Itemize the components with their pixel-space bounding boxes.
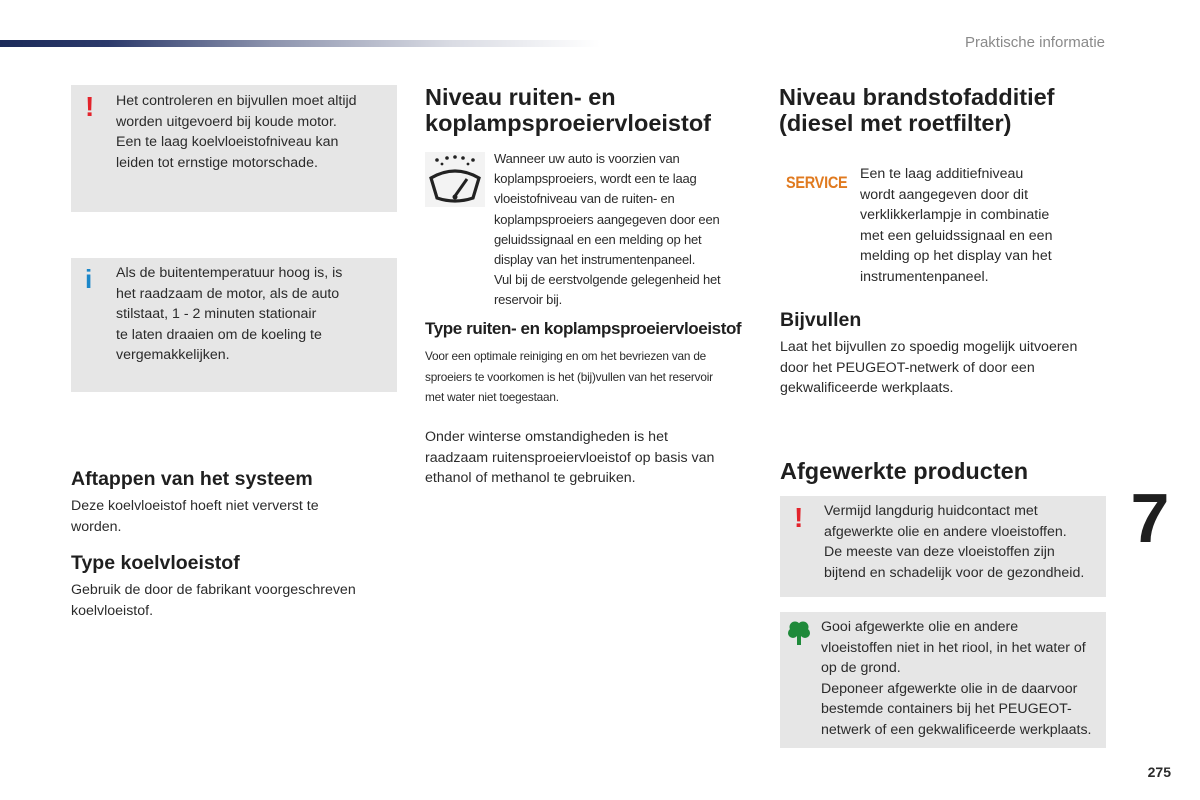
washer-section-title: koplampsproeiervloeistof <box>425 110 711 136</box>
winter-advice-line: raadzaam ruitensproeiervloeistof op basis van <box>425 449 715 466</box>
waste-warning-line: De meeste van deze vloeistoffen zijn <box>824 544 1055 560</box>
info-line: stilstaat, 1 - 2 minuten stationair <box>116 306 317 322</box>
waste-warning-box <box>780 496 1106 597</box>
washer-fluid-type-title: Type ruiten- en koplampsproeiervloeistof <box>425 319 742 338</box>
winter-advice-line: Onder winterse omstandigheden is het <box>425 429 668 445</box>
fuel-additive-title: (diesel met roetfilter) <box>779 110 1012 136</box>
running-header: Praktische informatie <box>964 34 1105 51</box>
fuel-additive-line: Een te laag additiefniveau <box>860 166 1024 182</box>
coolant-type-title: Type koelvloeistof <box>71 552 240 574</box>
page-number: 275 <box>1147 764 1171 780</box>
warning-exclamation-icon: ! <box>85 91 95 122</box>
washer-fluid-type-line: met water niet toegestaan. <box>425 390 559 404</box>
waste-warning-line: bijtend en schadelijk voor de gezondheid. <box>824 564 1085 581</box>
washer-fluid-type-line: Voor een optimale reiniging en om het bevriezen van de <box>425 349 707 363</box>
refill-line: gekwalificeerde werkplaats. <box>780 380 954 396</box>
washer-body-line: reservoir bij. <box>494 292 562 308</box>
chapter-number: 7 <box>1130 479 1170 557</box>
refill-line: door het PEUGEOT-netwerk of door een <box>780 359 1035 376</box>
warning-line: Een te laag koelvloeistofniveau kan <box>116 134 339 150</box>
environment-line: bestemde containers bij het PEUGEOT- <box>821 701 1072 717</box>
drain-line: worden. <box>71 518 122 535</box>
washer-body-line: koplampsproeiers, wordt een te laag <box>494 171 697 187</box>
winter-advice-line: ethanol of methanol te gebruiken. <box>425 470 636 486</box>
waste-warning-line: afgewerkte olie en andere vloeistoffen. <box>824 523 1067 540</box>
washer-fluid-type-line: sproeiers te voorkomen is het (bij)vullen van het reservoir <box>425 369 713 384</box>
warning-line: leiden tot ernstige motorschade. <box>116 154 318 171</box>
info-line: te laten draaien om de koeling te <box>116 326 322 343</box>
washer-body-line: Wanneer uw auto is voorzien van <box>494 151 680 166</box>
environment-line: netwerk of een gekwalificeerde werkplaats. <box>821 721 1092 738</box>
drain-line: Deze koelvloeistof hoeft niet ververst te <box>71 498 319 514</box>
environment-line: Gooi afgewerkte olie en andere <box>821 619 1019 635</box>
fuel-additive-line: melding op het display van het <box>860 248 1052 264</box>
fuel-additive-line: verklikkerlampje in combinatie <box>860 207 1050 223</box>
waste-warning-line: Vermijd langdurig huidcontact met <box>824 503 1038 519</box>
info-box <box>71 258 397 392</box>
fuel-additive-title: Niveau brandstofadditief <box>779 84 1055 110</box>
warning-line: worden uitgevoerd bij koude motor. <box>116 113 337 130</box>
warning-exclamation-icon: ! <box>794 502 804 533</box>
info-icon: i <box>85 264 93 294</box>
refill-line: Laat het bijvullen zo spoedig mogelijk uitvoeren <box>780 339 1078 355</box>
environment-tree-icon <box>788 620 810 646</box>
refill-title: Bijvullen <box>780 309 862 331</box>
warning-line: Het controleren en bijvullen moet altijd <box>116 93 357 109</box>
environment-line: op de grond. <box>821 660 901 676</box>
washer-body-line: vloeistofniveau van de ruiten- en <box>494 191 675 207</box>
fuel-additive-line: met een geluidssignaal en een <box>860 227 1053 244</box>
environment-line: vloeistoffen niet in het riool, in het water of <box>821 639 1086 656</box>
warning-box <box>71 85 397 212</box>
coolant-type-line: Gebruik de door de fabrikant voorgeschreven <box>71 582 356 598</box>
washer-fluid-warning-icon <box>425 152 485 207</box>
info-line: Als de buitentemperatuur hoog is, is <box>116 265 343 281</box>
service-warning-light-icon: SERVICE <box>786 173 848 192</box>
fuel-additive-line: wordt aangegeven door dit <box>860 186 1029 203</box>
info-line: het raadzaam de motor, als de auto <box>116 285 340 302</box>
washer-body-line: Vul bij de eerstvolgende gelegenheid het <box>494 272 721 288</box>
drain-title: Aftappen van het systeem <box>71 468 313 490</box>
coolant-type-line: koelvloeistof. <box>71 602 154 619</box>
environment-line: Deponeer afgewerkte olie in de daarvoor <box>821 680 1078 697</box>
washer-body-line: geluidssignaal en een melding op het <box>494 231 702 247</box>
fuel-additive-line: instrumentenpaneel. <box>860 268 989 285</box>
info-line: vergemakkelijken. <box>116 347 230 363</box>
waste-products-title: Afgewerkte producten <box>780 458 1029 484</box>
header-gradient-bar <box>0 40 600 47</box>
environment-box <box>780 612 1106 748</box>
washer-body-line: koplampsproeiers aangegeven door een <box>494 211 720 227</box>
washer-section-title: Niveau ruiten- en <box>425 84 616 110</box>
washer-body-line: display van het instrumentenpaneel. <box>494 252 696 268</box>
